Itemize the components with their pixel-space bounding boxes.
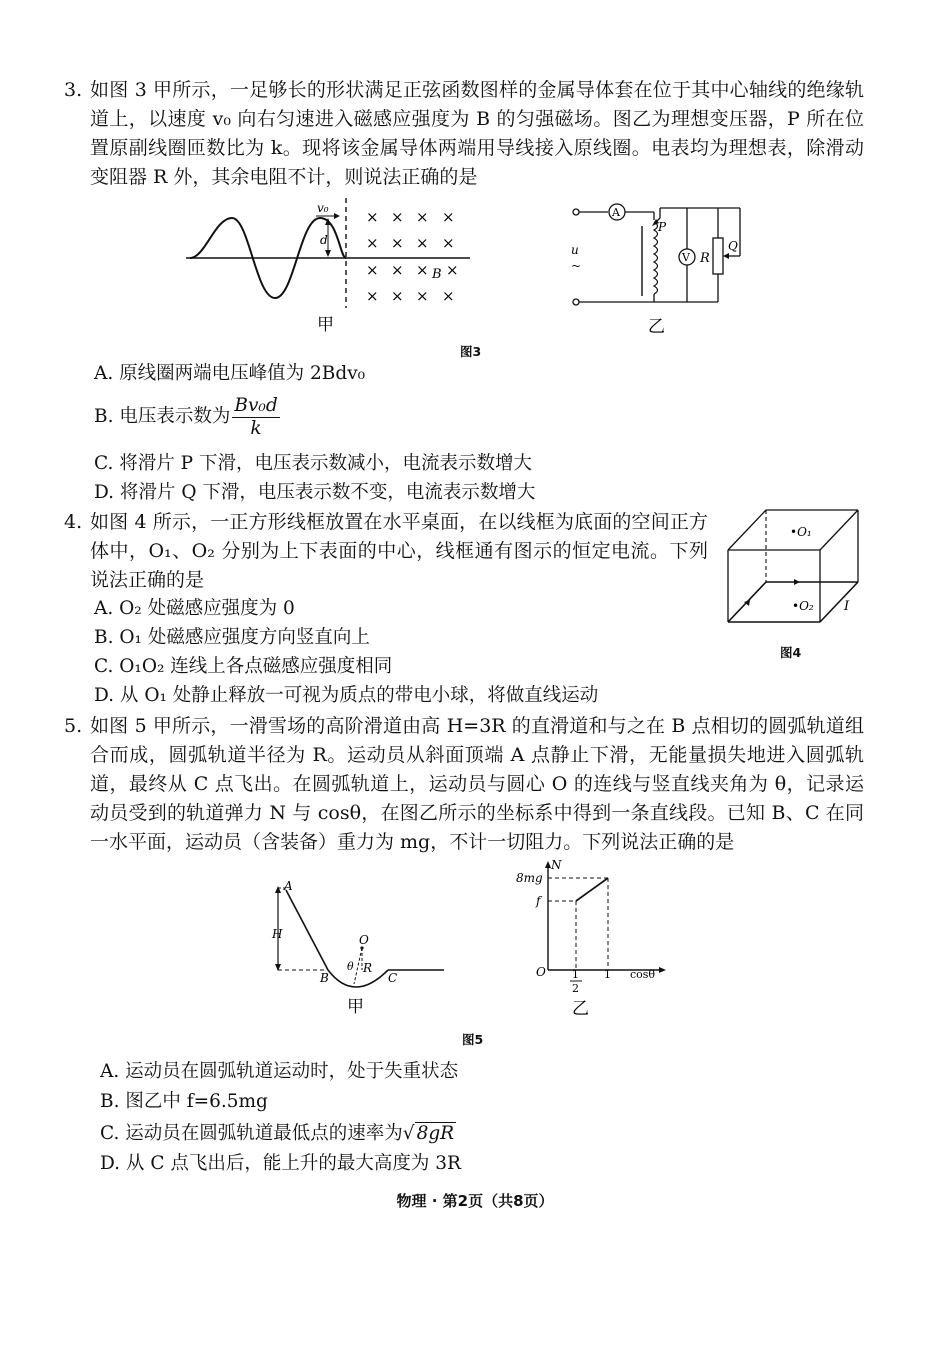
label-8mg: 8mg	[516, 871, 543, 885]
label-R: R	[700, 251, 710, 266]
terminal-top	[573, 209, 579, 215]
question-5-text: 如图 5 甲所示，一滑雪场的高阶滑道由高 H=3R 的直滑道和与之在 B 点相切的圆弧轨道组合而成，圆弧轨道半径为 R。运动员从斜面顶端 A 点静止下滑，无能量损失地进入圆弧轨道，最终从 C 点飞出。在圆弧轨道上，运动员与圆心 O 的连线与竖直线夹角为 θ，记录运动员受到的轨道弹力 N 与 cosθ，在图乙所示的坐标系中得到一条直线段。已知 B、C 在同一水平面，运动员（含装备）重力为 mg，不计一切阻力。下列说法正确的是	[90, 715, 864, 853]
figure-5-yi-label: 乙	[572, 999, 589, 1019]
q5-option-c-prefix: C. 运动员在圆弧轨道最低点的速率为	[100, 1123, 403, 1144]
cross: ×	[366, 208, 379, 226]
cross: ×	[446, 261, 459, 279]
figure-5-yi	[512, 858, 682, 1018]
x-axis-arrow	[659, 967, 666, 973]
label-R: R	[363, 961, 373, 975]
label-O2: •O₂	[792, 599, 814, 613]
slider-Q-head	[723, 253, 729, 259]
q5-option-b: B. 图乙中 f=6.5mg	[100, 1091, 268, 1112]
sqrt-radicand: 8gR	[416, 1123, 455, 1144]
q3-option-a: A. 原线圈两端电压峰值为 2Bdv₀	[94, 363, 366, 384]
label-O1: •O₁	[790, 525, 812, 539]
label-N: N	[551, 858, 562, 872]
label-f: f	[536, 894, 541, 908]
cross: ×	[366, 287, 379, 305]
v0-arrow-head	[334, 213, 340, 219]
page-footer: 物理 · 第2页（共8页）	[396, 1192, 554, 1210]
figure-5-caption: 图5	[462, 1032, 484, 1047]
rheostat-R	[713, 238, 723, 274]
cross: ×	[416, 208, 429, 226]
figure-3-jia	[180, 198, 480, 338]
question-4-number: 4.	[64, 511, 83, 533]
figure-3-yi-label: 乙	[648, 317, 665, 337]
cross: ×	[391, 287, 404, 305]
cross: ×	[391, 208, 404, 226]
d-arrow-head-down	[325, 250, 331, 257]
question-3	[64, 76, 864, 196]
label-cos-theta: cosθ	[630, 968, 656, 981]
cross: ×	[391, 261, 404, 279]
label-half-num: 1	[572, 968, 579, 981]
question-3-text: 如图 3 甲所示，一足够长的形状满足正弦函数图样的金属导体套在位于其中心轴线的绝缘轨道上，以速度 v₀ 向右匀速进入磁感应强度为 B 的匀强磁场。图乙为理想变压器，P 所在位置原副线圈匝数比为 k。现将该金属导体两端用导线接入原线圈。电表均为理想表，除滑动变阻器 R 外，其余电阻不计，则说法正确的是	[90, 79, 864, 188]
q5-option-a: A. 运动员在圆弧轨道运动时，处于失重状态	[100, 1061, 459, 1082]
label-I: I	[844, 599, 850, 614]
label-B: B	[320, 971, 329, 985]
figure-4-caption: 图4	[780, 645, 802, 660]
figure-3-yi	[560, 198, 760, 338]
question-4	[64, 508, 708, 598]
q4-option-a: A. O₂ 处磁感应强度为 0	[94, 598, 295, 619]
label-H: H	[272, 927, 283, 941]
transformer-coil	[654, 222, 658, 294]
cross: ×	[442, 208, 455, 226]
label-half-den: 2	[572, 982, 579, 995]
cube-edge	[820, 510, 858, 550]
label-B: B	[432, 267, 442, 282]
label-A: A	[284, 879, 293, 893]
label-u: u	[571, 243, 579, 257]
cross: ×	[391, 234, 404, 252]
graph-line-segment	[576, 878, 608, 901]
label-theta: θ	[347, 960, 354, 973]
magnetic-field-crosses	[366, 208, 459, 305]
cross: ×	[442, 287, 455, 305]
figure-4-cube	[722, 506, 872, 628]
label-C: C	[388, 971, 398, 985]
label-one: 1	[604, 968, 611, 981]
terminal-bottom	[573, 299, 579, 305]
current-arrow	[794, 579, 800, 585]
figure-3-caption: 图3	[460, 344, 482, 359]
question-3-number: 3.	[64, 79, 83, 101]
q4-option-d: D. 从 O₁ 处静止释放一可视为质点的带电小球，将做直线运动	[94, 685, 599, 706]
label-P: P	[658, 220, 667, 234]
label-v0: v₀	[317, 201, 329, 215]
q3-option-c: C. 将滑片 P 下滑，电压表示数减小，电流表示数增大	[94, 453, 532, 474]
q3-option-b	[94, 392, 280, 442]
figure-5-jia-label: 甲	[347, 997, 364, 1017]
question-5	[64, 712, 864, 862]
q3-option-b-prefix: B. 电压表示数为	[94, 406, 231, 427]
q3-option-d: D. 将滑片 Q 下滑，电压表示数不变，电流表示数增大	[94, 482, 536, 503]
straight-slope	[286, 890, 328, 970]
label-ac: ~	[571, 259, 582, 273]
q4-option-b: B. O₁ 处磁感应强度方向竖直向上	[94, 627, 370, 648]
fraction-numerator: Bv₀d	[234, 394, 278, 416]
q5-option-d: D. 从 C 点飞出后，能上升的最大高度为 3R	[100, 1153, 461, 1174]
label-d: d	[320, 233, 328, 247]
cross: ×	[416, 234, 429, 252]
q3-option-b-fraction	[232, 395, 279, 440]
cross: ×	[416, 287, 429, 305]
cross: ×	[366, 234, 379, 252]
label-origin: O	[536, 965, 546, 979]
voltmeter-label: V	[682, 251, 690, 264]
cube-edge	[728, 510, 766, 550]
question-4-text: 如图 4 所示，一正方形线框放置在水平桌面，在以线框为底面的空间正方体中，O₁、O₂ 分别为上下表面的中心，线框通有图示的恒定电流。下列说法正确的是	[90, 511, 708, 591]
arc-track	[328, 970, 388, 987]
figure-3-jia-label: 甲	[317, 315, 334, 335]
q4-option-c: C. O₁O₂ 连线上各点磁感应强度相同	[94, 656, 393, 677]
ammeter-label: A	[612, 206, 620, 219]
current-loop-edge	[820, 582, 858, 622]
fraction-denominator: k	[250, 417, 262, 439]
q5-option-c	[100, 1120, 456, 1148]
label-Q: Q	[728, 239, 738, 253]
cross: ×	[366, 261, 379, 279]
figure-5-jia	[262, 876, 462, 1016]
height-arrow-up	[275, 886, 281, 893]
sqrt-sign: √	[402, 1123, 415, 1144]
question-5-number: 5.	[64, 715, 83, 737]
label-O: O	[359, 933, 369, 947]
cross: ×	[416, 261, 429, 279]
radius-line	[354, 948, 362, 984]
cross: ×	[442, 234, 455, 252]
